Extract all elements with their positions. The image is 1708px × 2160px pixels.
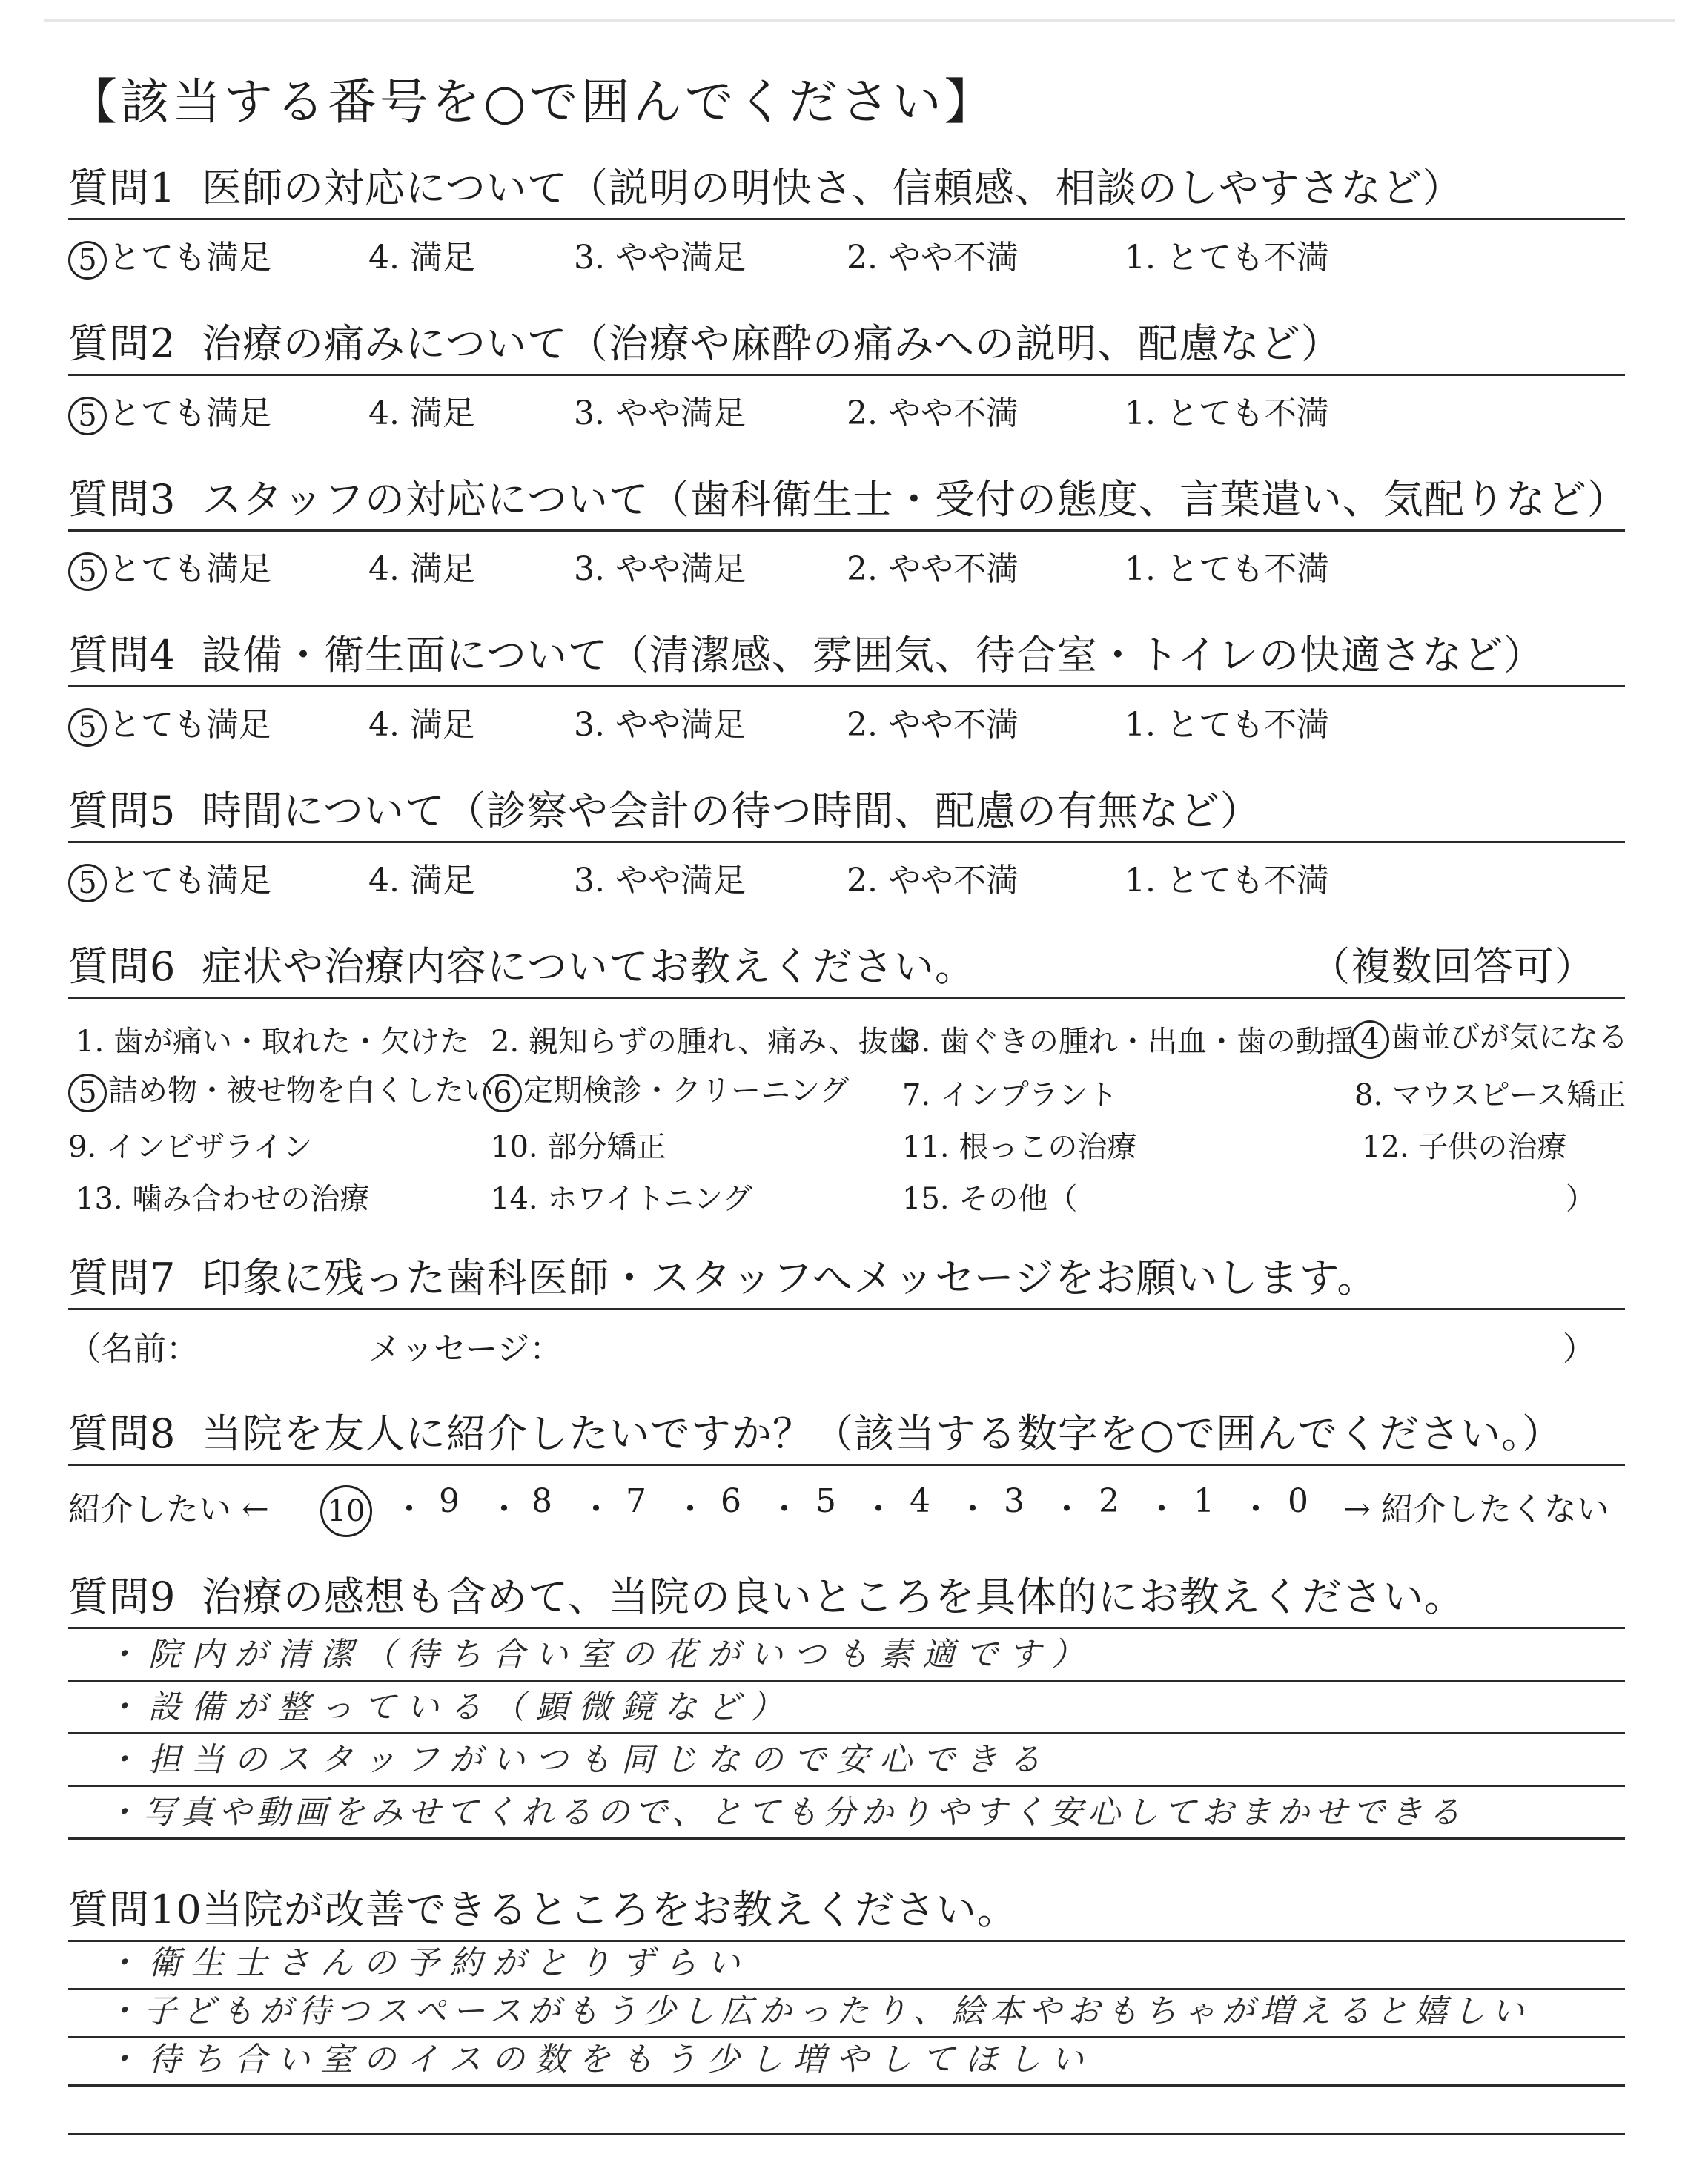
circled-number: 4 [1351, 1020, 1389, 1059]
scale-option-4[interactable]: 4 [910, 1482, 930, 1520]
symptom-option-3[interactable]: 3. 歯ぐきの腫れ・出血・歯の動揺 [902, 1025, 1355, 1059]
rating-options [68, 226, 1625, 278]
scale-option-9[interactable]: 9 [439, 1482, 460, 1520]
scale-dot: ・ [393, 1490, 426, 1528]
question-text: 時間について（診察や会計の待つ時間、配慮の有無など） [202, 787, 1261, 834]
symptom-option-11[interactable]: 11. 根っこの治療 [902, 1130, 1137, 1164]
option-4[interactable]: 4. 満足 [368, 239, 475, 277]
symptom-option-5[interactable]: 5 詰め物・被せ物を白くしたい [68, 1067, 494, 1112]
message-close-paren: ） [1563, 1330, 1595, 1368]
scale-option-3[interactable]: 3 [1004, 1482, 1025, 1520]
question-text: 設備・衛生面について（清潔感、雰囲気、待合室・トイレの快適さなど） [202, 632, 1545, 678]
option-4[interactable]: 4. 満足 [368, 550, 475, 588]
rating-options [68, 693, 1625, 745]
question-rule [68, 374, 1625, 376]
scale-dot: ・ [956, 1490, 989, 1528]
question-number: 質問4 [68, 632, 176, 678]
question-2 [68, 317, 1625, 434]
option-1[interactable]: 1. とても不満 [1125, 706, 1329, 744]
question-number: 質問8 [68, 1410, 176, 1457]
improvement-answers [68, 1942, 1625, 2135]
option-3[interactable]: 3. やや満足 [574, 706, 746, 744]
scale-dot: ・ [580, 1490, 612, 1528]
question-5 [68, 785, 1625, 901]
recommend-right-label: → 紹介したくない [1343, 1490, 1609, 1528]
option-5[interactable]: 5 とても満足 [68, 853, 271, 902]
rating-options [68, 538, 1625, 589]
handwritten-answer: ・院内が清潔（待ち合い室の花がいつも素適です） [105, 1636, 1094, 1674]
question-rule [68, 997, 1625, 999]
option-3[interactable]: 3. やや満足 [574, 239, 746, 277]
option-1[interactable]: 1. とても不満 [1125, 394, 1329, 432]
question-rule [68, 685, 1625, 687]
question-text: 症状や治療内容についてお教えください。 [202, 943, 976, 990]
circled-number: 5 [68, 708, 107, 747]
symptom-option-12[interactable]: 12. 子供の治療 [1362, 1130, 1567, 1164]
question-text: 治療の痛みについて（治療や麻酔の痛みへの説明、配慮など） [202, 320, 1342, 367]
page-title: 【該当する番号を○で囲んでください】 [68, 73, 996, 131]
answer-line [68, 1787, 1625, 1840]
question-3 [68, 473, 1628, 589]
scale-dot: ・ [674, 1490, 706, 1528]
question-10 [68, 1883, 1625, 2135]
handwritten-answer: ・写真や動画をみせてくれるので、とても分かりやすく安心しておまかせできる [105, 1794, 1466, 1832]
symptom-option-8[interactable]: 8. マウスピース矯正 [1354, 1078, 1626, 1112]
handwritten-answer: ・衛生士さんの予約がとりずらい [105, 1944, 750, 1982]
option-5[interactable]: 5 とても満足 [68, 231, 271, 280]
name-label: （名前： [68, 1330, 199, 1368]
answer-line [68, 1682, 1625, 1734]
option-1[interactable]: 1. とても不満 [1125, 862, 1329, 899]
option-3[interactable]: 3. やや満足 [574, 394, 746, 432]
symptom-options [68, 1003, 1628, 1218]
circled-number: 5 [68, 552, 107, 591]
scale-option-7[interactable]: 7 [626, 1482, 646, 1520]
answer-line [68, 1942, 1625, 1990]
scale-dot: ・ [1145, 1490, 1178, 1528]
option-4[interactable]: 4. 満足 [368, 394, 475, 432]
scale-option-5[interactable]: 5 [815, 1482, 836, 1520]
scale-dot: ・ [1050, 1490, 1083, 1528]
symptom-option-7[interactable]: 7. インプラント [902, 1078, 1118, 1112]
symptom-option-1[interactable]: 1. 歯が痛い・取れた・欠けた [76, 1025, 469, 1059]
circled-number: 5 [68, 397, 107, 435]
question-7 [68, 1252, 1625, 1371]
question-9 [68, 1571, 1625, 1840]
answer-line [68, 2038, 1625, 2087]
question-number: 質問6 [68, 943, 176, 990]
symptom-option-14[interactable]: 14. ホワイトニング [491, 1182, 752, 1216]
question-rule [68, 1308, 1625, 1310]
question-text: 当院が改善できるところをお教えください。 [202, 1886, 1018, 1933]
scale-option-8[interactable]: 8 [532, 1482, 552, 1520]
option-2[interactable]: 2. やや不満 [847, 550, 1019, 588]
scale-dot: ・ [488, 1490, 520, 1528]
option-3[interactable]: 3. やや満足 [574, 862, 746, 899]
question-text: 印象に残った歯科医師・スタッフへメッセージをお願いします。 [202, 1255, 1378, 1301]
option-2[interactable]: 2. やや不満 [847, 706, 1019, 744]
answer-line [68, 1734, 1625, 1787]
circled-number: 6 [483, 1074, 522, 1112]
top-rule [44, 19, 1675, 22]
circled-number: 10 [320, 1485, 372, 1537]
scale-option-1[interactable]: 1 [1194, 1482, 1214, 1520]
option-1[interactable]: 1. とても不満 [1125, 239, 1329, 277]
circled-number: 5 [68, 241, 107, 280]
question-number: 質問1 [68, 165, 176, 211]
question-6 [68, 940, 1628, 1218]
option-4[interactable]: 4. 満足 [368, 706, 475, 744]
answer-line [68, 1629, 1625, 1682]
question-number: 質問10 [68, 1886, 202, 1933]
scale-option-6[interactable]: 6 [721, 1482, 741, 1520]
scale-dot: ・ [1239, 1490, 1272, 1528]
handwritten-answer: ・子どもが待つスペースがもう少し広かったり、絵本やおもちゃが増えると嬉しい [105, 1992, 1530, 2030]
question-rule [68, 1464, 1625, 1466]
question-rule [68, 529, 1625, 532]
symptom-option-10[interactable]: 10. 部分矯正 [491, 1130, 666, 1164]
symptom-option-9[interactable]: 9. インビザライン [68, 1130, 313, 1164]
option-5[interactable]: 5 とても満足 [68, 542, 271, 591]
option-2[interactable]: 2. やや不満 [847, 239, 1019, 277]
rating-options [68, 849, 1625, 901]
good-points-answers [68, 1629, 1625, 1840]
question-number: 質問7 [68, 1255, 176, 1301]
symptom-option-2[interactable]: 2. 親知らずの腫れ、痛み、抜歯 [491, 1025, 918, 1059]
option-2[interactable]: 2. やや不満 [847, 862, 1019, 899]
question-4 [68, 629, 1625, 745]
question-8 [68, 1407, 1625, 1533]
scale-option-0[interactable]: 0 [1288, 1482, 1308, 1520]
handwritten-answer: ・設備が整っている（顕微鏡など） [105, 1688, 793, 1726]
option-1[interactable]: 1. とても不満 [1125, 550, 1329, 588]
symptom-option-13[interactable]: 13. 噛み合わせの治療 [76, 1182, 370, 1216]
question-number: 質問2 [68, 320, 176, 367]
option-3[interactable]: 3. やや満足 [574, 550, 746, 588]
recommend-scale [68, 1473, 1625, 1533]
circled-number: 5 [68, 864, 107, 902]
question-1 [68, 162, 1625, 278]
recommend-left-label: 紹介したい ← [68, 1490, 269, 1528]
option-4[interactable]: 4. 満足 [368, 862, 475, 899]
handwritten-answer: ・担当のスタッフがいつも同じなので安心できる [105, 1741, 1051, 1779]
scale-dot: ・ [768, 1490, 801, 1528]
question-number: 質問9 [68, 1573, 176, 1620]
question-rule [68, 218, 1625, 220]
question-text: 当院を友人に紹介したいですか？（該当する数字を○で囲んでください。） [202, 1410, 1563, 1457]
option-5[interactable]: 5 とても満足 [68, 698, 271, 747]
question-text: 医師の対応について（説明の明快さ、信頼感、相談のしやすさなど） [202, 165, 1463, 211]
symptom-option-6[interactable]: 6 定期検診・クリーニング [483, 1067, 849, 1112]
handwritten-answer: ・待ち合い室のイスの数をもう少し増やしてほしい [105, 2041, 1094, 2078]
scale-option-2[interactable]: 2 [1099, 1482, 1119, 1520]
question-text: スタッフの対応について（歯科衛生士・受付の態度、言葉遣い、気配りなど） [202, 476, 1628, 523]
other-close-paren: ） [1566, 1182, 1595, 1216]
answer-line [68, 1990, 1625, 2038]
option-2[interactable]: 2. やや不満 [847, 394, 1019, 432]
answer-line [68, 2087, 1625, 2135]
option-5[interactable]: 5 とても満足 [68, 386, 271, 435]
symptom-option-4[interactable]: 4 歯並びが気になる [1351, 1014, 1628, 1059]
question-rule [68, 841, 1625, 843]
message-label[interactable]: メッセージ： [368, 1330, 563, 1368]
rating-options [68, 382, 1625, 434]
multiple-answer-note: （複数回答可） [1310, 943, 1595, 990]
symptom-option-15[interactable]: 15. その他（ [902, 1182, 1078, 1216]
circled-number: 5 [68, 1074, 107, 1112]
scale-dot: ・ [862, 1490, 895, 1528]
message-row [68, 1319, 1625, 1371]
question-number: 質問5 [68, 787, 176, 834]
question-number: 質問3 [68, 476, 176, 523]
question-text: 治療の感想も含めて、当院の良いところを具体的にお教えください。 [202, 1573, 1465, 1620]
